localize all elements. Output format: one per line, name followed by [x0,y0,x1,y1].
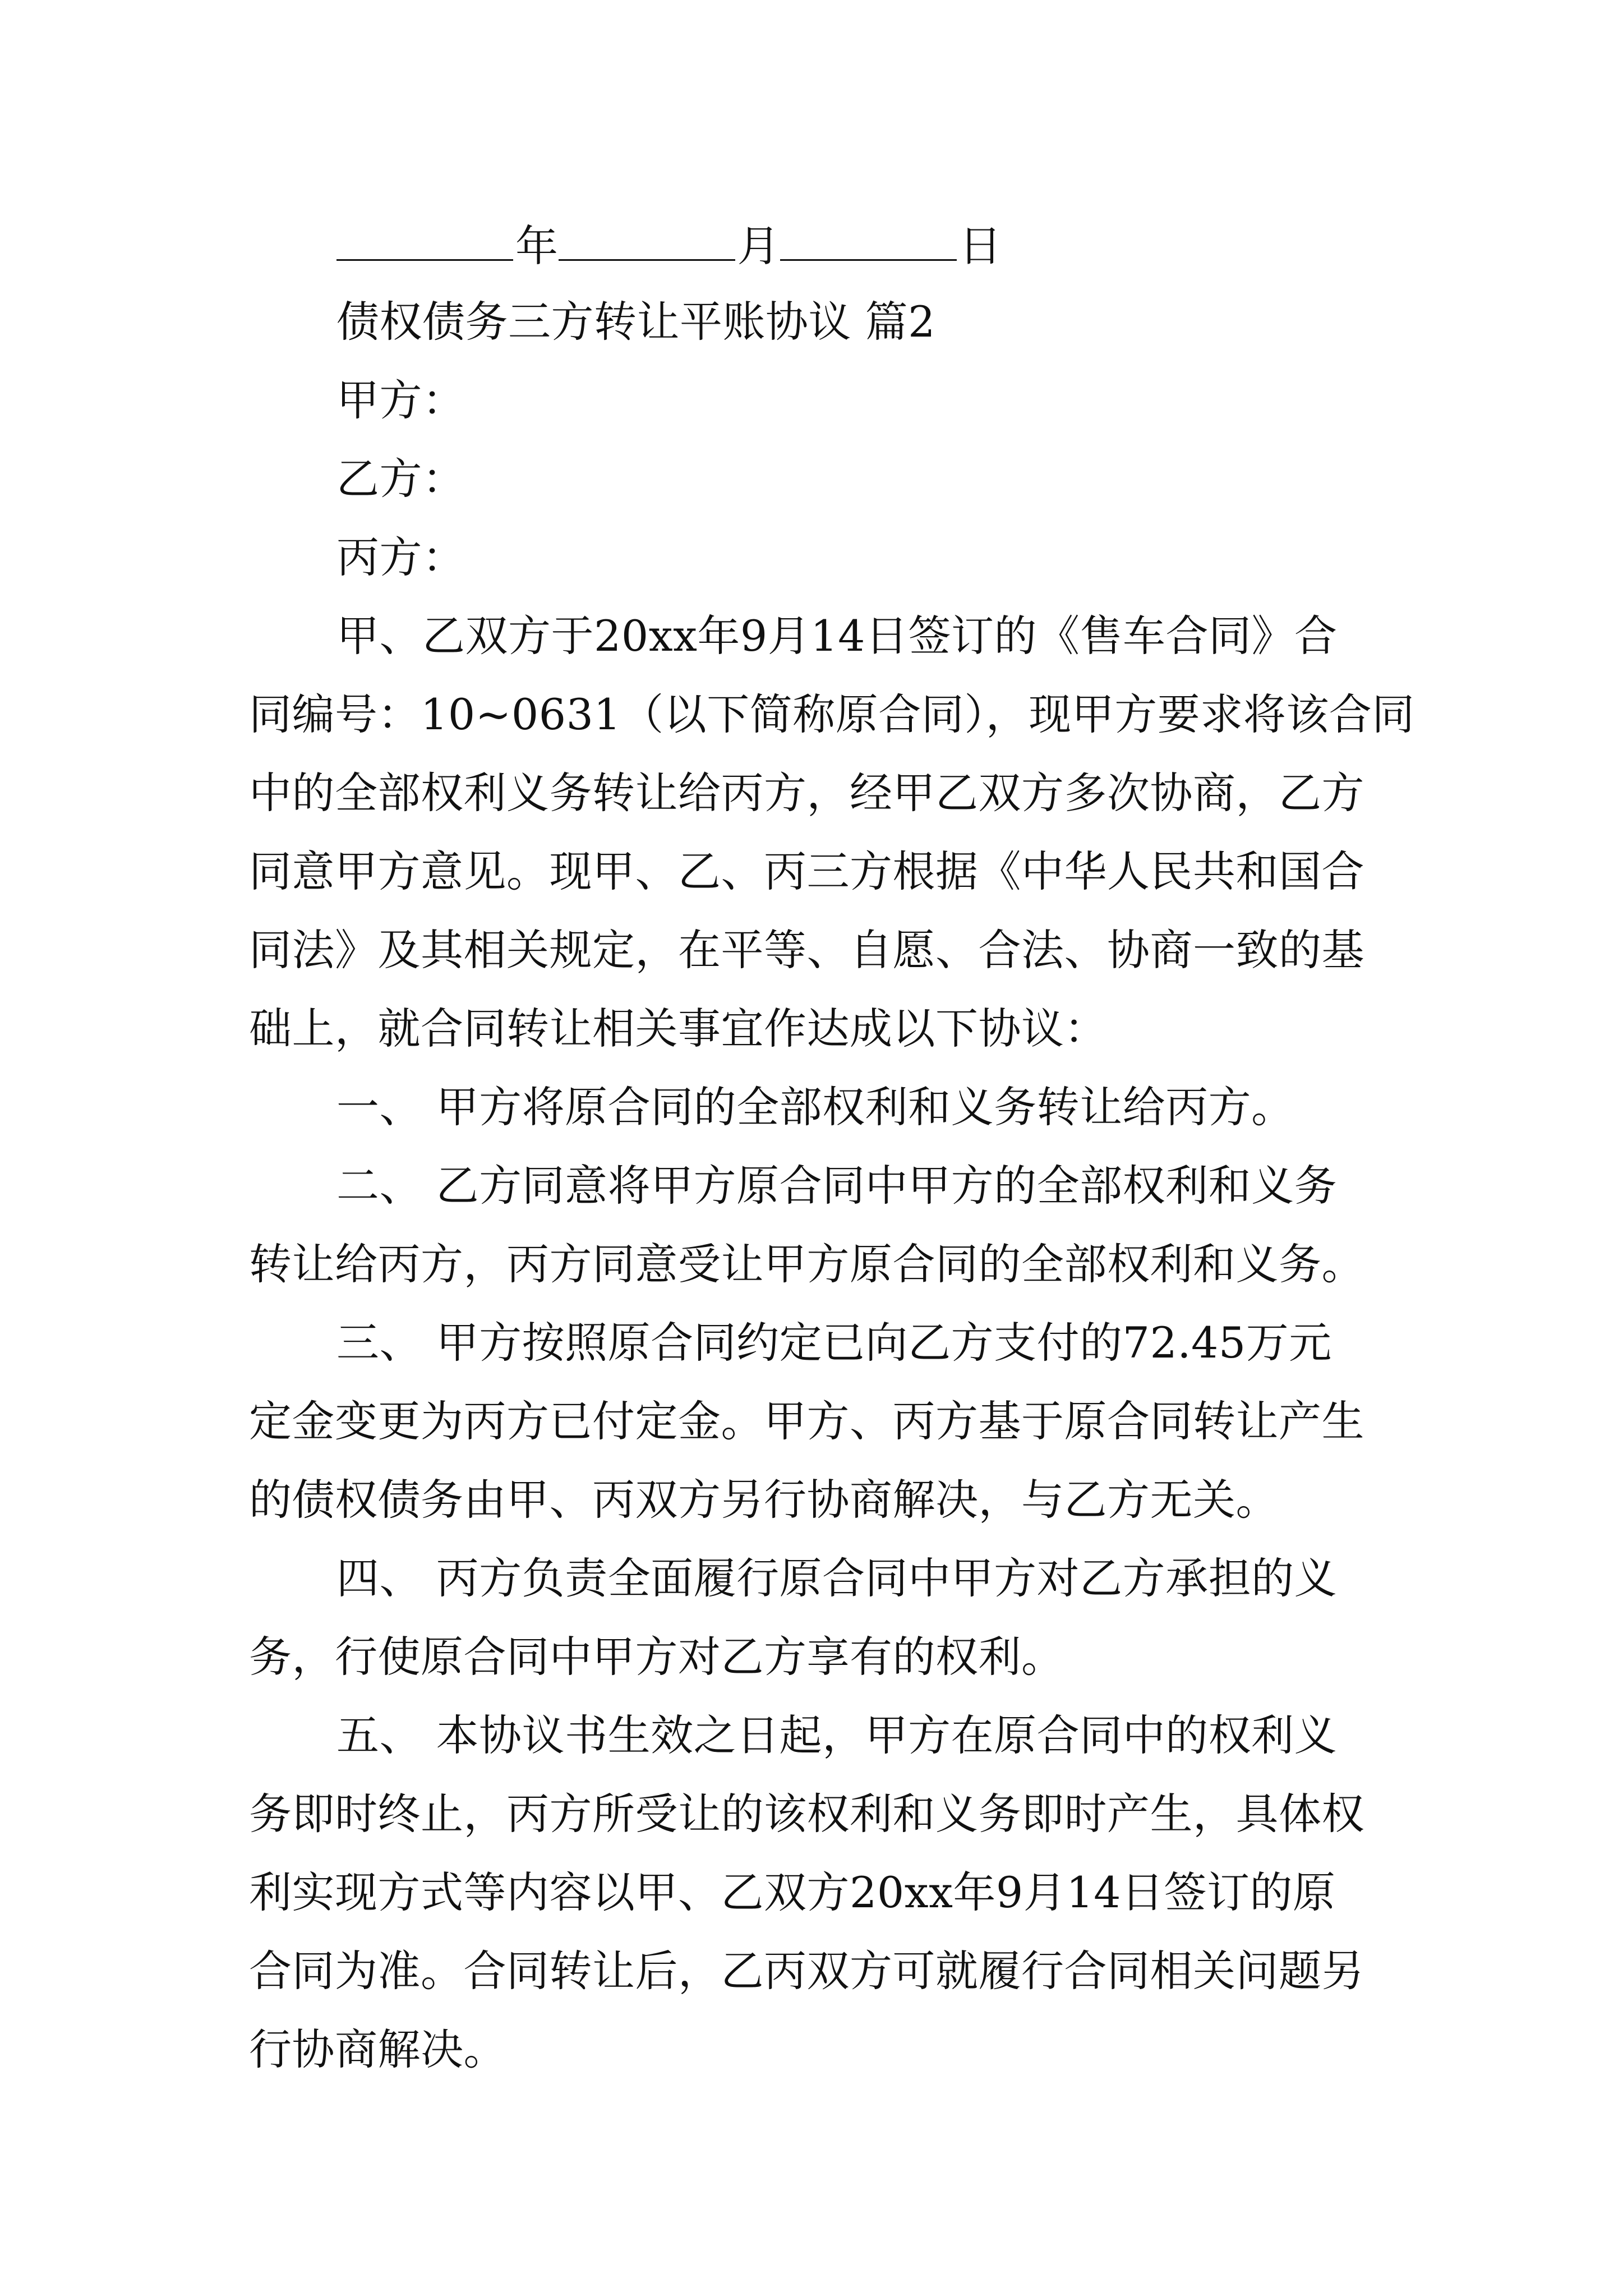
body-line: 中的全部权利义务转让给丙方，经甲乙双方多次协商，乙方 [249,768,1364,818]
date-line [336,220,1002,271]
body-line: 同法》及其相关规定，在平等、自愿、合法、协商一致的基 [249,925,1364,975]
party-b: 乙方： [336,454,465,504]
body-line: 定金变更为丙方已付定金。甲方、丙方基于原合同转让产生 [249,1396,1364,1446]
month-label: 月 [737,221,780,271]
party-a: 甲方： [336,375,465,425]
body-line: 行协商解决。 [249,2024,506,2074]
clause-1: 一、 甲方将原合同的全部权利和义务转让给丙方。 [336,1082,1294,1132]
body-line: 务，行使原合同中甲方对乙方享有的权利。 [249,1632,1064,1682]
clause-4: 四、 丙方负责全面履行原合同中甲方对乙方承担的义 [336,1553,1338,1603]
year-blank [336,220,513,261]
body-line: 础上，就合同转让相关事宜作达成以下协议： [249,1004,1107,1053]
body-line: 合同为准。合同转让后，乙丙双方可就履行合同相关问题另 [249,1946,1364,1996]
body-line: 转让给丙方，丙方同意受让甲方原合同的全部权利和义务。 [249,1239,1364,1289]
body-line: 利实现方式等内容以甲、乙双方20xx年9月14日签订的原 [249,1867,1336,1917]
body-line: 务即时终止，丙方所受让的该权利和义务即时产生，具体权 [249,1789,1364,1839]
year-label: 年 [515,221,559,271]
body-line: 同编号：10~0631（以下简称原合同），现甲方要求将该合同 [249,689,1415,739]
clause-5: 五、 本协议书生效之日起，甲方在原合同中的权利义 [336,1710,1338,1760]
section-title: 债权债务三方转让平账协议 篇2 [336,297,936,347]
body-line: 甲、乙双方于20xx年9月14日签订的《售车合同》合 [336,611,1338,661]
day-label: 日 [959,221,1002,271]
clause-3: 三、 甲方按照原合同约定已向乙方支付的72.45万元 [336,1318,1332,1368]
day-blank [780,220,957,261]
clause-2: 二、 乙方同意将甲方原合同中甲方的全部权利和义务 [336,1161,1338,1211]
party-c: 丙方： [336,532,465,582]
body-line: 同意甲方意见。现甲、乙、丙三方根据《中华人民共和国合 [249,846,1364,896]
body-line: 的债权债务由甲、丙双方另行协商解决，与乙方无关。 [249,1475,1279,1525]
month-blank [559,220,735,261]
